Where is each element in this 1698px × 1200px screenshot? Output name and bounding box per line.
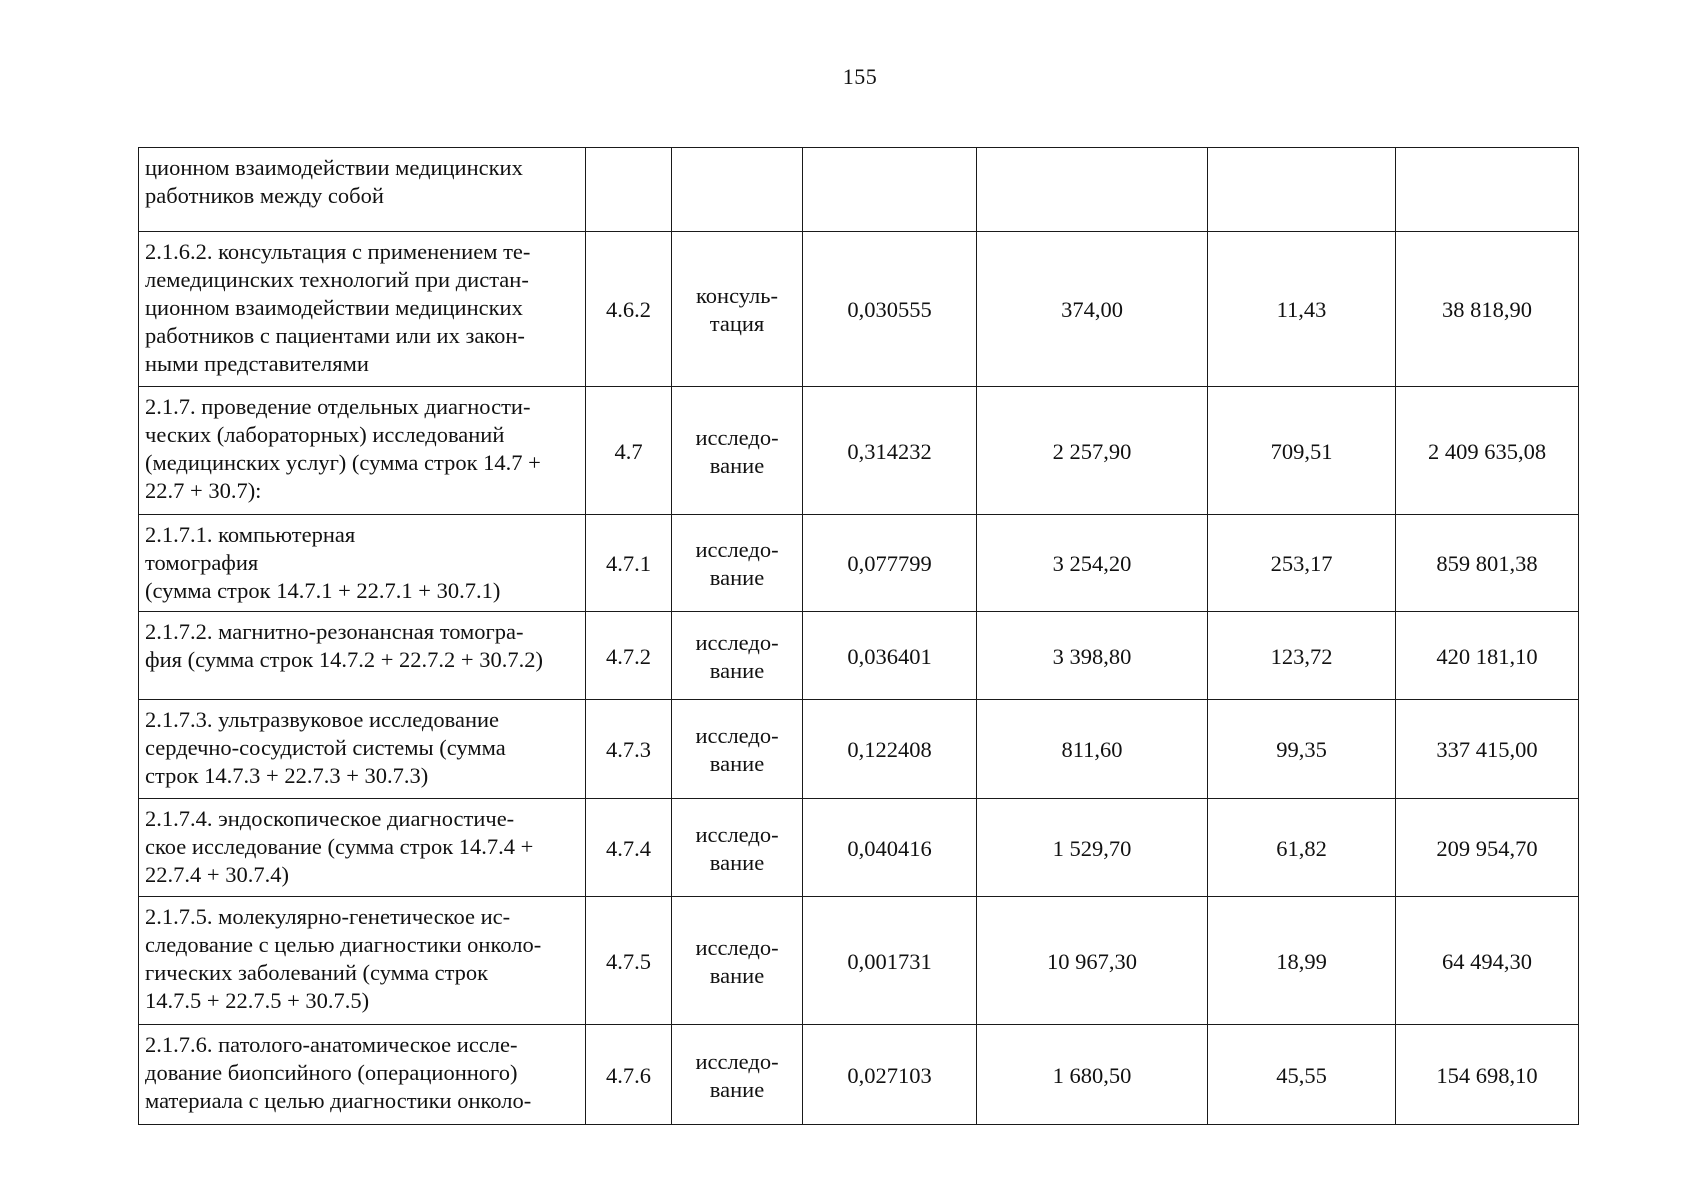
row-name-line: ционном взаимодействии медицинских: [145, 295, 523, 320]
row-name-line: 2.1.7.4. эндоскопическое диагностиче-: [145, 806, 515, 831]
row-unit-cell: [672, 387, 803, 515]
row-name-line: следование с целью диагностики онколо-: [145, 932, 542, 957]
row-unit-cell: [672, 148, 803, 232]
row-unit-line: исследо-: [695, 424, 779, 450]
row-name-line: строк 14.7.3 + 22.7.3 + 30.7.3): [145, 763, 429, 788]
row-unit-line: тация: [709, 311, 765, 336]
row-name-line: (медицинских услуг) (сумма строк 14.7 +: [145, 450, 541, 475]
table-row: [139, 515, 1579, 612]
row-rate-cell: 0,077799: [803, 515, 977, 612]
row-unit-line: исследо-: [695, 1048, 779, 1074]
table-body: [139, 148, 1579, 1125]
table-row: [139, 799, 1579, 897]
row-per-capita-cell: 253,17: [1208, 515, 1396, 612]
row-code-cell: 4.7: [586, 387, 672, 515]
table-row: [139, 148, 1579, 232]
row-name-line: ческих (лабораторных) исследований: [145, 422, 505, 447]
row-name-line: 14.7.5 + 22.7.5 + 30.7.5): [145, 988, 370, 1013]
row-cost-cell: 3 398,80: [977, 612, 1208, 700]
row-unit-cell: [672, 515, 803, 612]
row-code-cell: 4.6.2: [586, 232, 672, 387]
row-name-cell: [139, 1025, 586, 1125]
row-unit-cell: [672, 799, 803, 897]
row-per-capita-cell: 123,72: [1208, 612, 1396, 700]
row-unit-line: исследо-: [695, 934, 779, 960]
row-name-line: 2.1.7.6. патолого-анатомическое иссле-: [145, 1032, 518, 1057]
row-unit-cell: [672, 612, 803, 700]
row-name-cell: [139, 387, 586, 515]
row-unit-cell: [672, 1025, 803, 1125]
row-code-cell: 4.7.3: [586, 700, 672, 799]
tariff-table: [138, 147, 1579, 1125]
row-cost-cell: 10 967,30: [977, 897, 1208, 1025]
row-unit-line: вание: [709, 962, 765, 988]
row-unit-line: вание: [709, 452, 765, 478]
row-per-capita-cell: [1208, 148, 1396, 232]
row-name-line: ское исследование (сумма строк 14.7.4 +: [145, 834, 534, 859]
row-name-line: 22.7 + 30.7):: [145, 478, 262, 503]
row-unit-line: исследо-: [695, 537, 779, 562]
row-name-line: (сумма строк 14.7.1 + 22.7.1 + 30.7.1): [145, 578, 501, 603]
row-rate-cell: 0,030555: [803, 232, 977, 387]
row-unit-line: вание: [709, 1076, 765, 1102]
row-name-line: 2.1.7. проведение отдельных диагности-: [145, 394, 531, 419]
row-name-cell: [139, 700, 586, 799]
row-unit-line: вание: [709, 849, 765, 875]
row-cost-cell: 374,00: [977, 232, 1208, 387]
row-name-line: ными представителями: [145, 351, 369, 376]
row-unit-line: консуль-: [695, 283, 778, 308]
row-unit-line: исследо-: [695, 629, 779, 655]
row-cost-cell: 1 529,70: [977, 799, 1208, 897]
row-cost-cell: 2 257,90: [977, 387, 1208, 515]
table-row: [139, 387, 1579, 515]
row-unit-line: вание: [709, 657, 765, 683]
table-row: [139, 897, 1579, 1025]
row-total-cell: 859 801,38: [1396, 515, 1579, 612]
row-total-cell: 209 954,70: [1396, 799, 1579, 897]
row-name-line: 2.1.7.3. ультразвуковое исследование: [145, 707, 500, 732]
row-total-cell: 420 181,10: [1396, 612, 1579, 700]
row-code-cell: 4.7.1: [586, 515, 672, 612]
row-name-line: ционном взаимодействии медицинских: [145, 155, 523, 180]
row-per-capita-cell: 99,35: [1208, 700, 1396, 799]
row-rate-cell: 0,027103: [803, 1025, 977, 1125]
row-name-cell: [139, 515, 586, 612]
row-per-capita-cell: 61,82: [1208, 799, 1396, 897]
row-code-cell: 4.7.6: [586, 1025, 672, 1125]
row-total-cell: 38 818,90: [1396, 232, 1579, 387]
row-code-cell: 4.7.5: [586, 897, 672, 1025]
row-total-cell: 2 409 635,08: [1396, 387, 1579, 515]
row-name-line: дование биопсийного (операционного): [145, 1060, 518, 1085]
row-cost-cell: 811,60: [977, 700, 1208, 799]
row-name-line: 2.1.7.5. молекулярно-генетическое ис-: [145, 904, 511, 929]
row-total-cell: 337 415,00: [1396, 700, 1579, 799]
row-per-capita-cell: 709,51: [1208, 387, 1396, 515]
row-name-line: материала с целью диагностики онколо-: [145, 1088, 532, 1113]
row-name-cell: [139, 897, 586, 1025]
row-unit-line: вание: [709, 751, 765, 776]
row-per-capita-cell: 45,55: [1208, 1025, 1396, 1125]
row-code-cell: 4.7.2: [586, 612, 672, 700]
row-rate-cell: 0,001731: [803, 897, 977, 1025]
row-unit-cell: [672, 897, 803, 1025]
table-row: [139, 232, 1579, 387]
row-name-cell: [139, 612, 586, 700]
row-name-line: 22.7.4 + 30.7.4): [145, 862, 289, 887]
row-name-line: работников с пациентами или их закон-: [145, 323, 525, 348]
row-name-line: лемедицинских технологий при дистан-: [145, 267, 529, 292]
row-rate-cell: 0,036401: [803, 612, 977, 700]
row-name-line: фия (сумма строк 14.7.2 + 22.7.2 + 30.7.2): [145, 647, 543, 672]
row-total-cell: 154 698,10: [1396, 1025, 1579, 1125]
row-code-cell: [586, 148, 672, 232]
row-name-line: 2.1.6.2. консультация с применением те-: [145, 239, 531, 264]
row-per-capita-cell: 18,99: [1208, 897, 1396, 1025]
table-row: [139, 612, 1579, 700]
table-row: [139, 700, 1579, 799]
row-cost-cell: [977, 148, 1208, 232]
row-cost-cell: 3 254,20: [977, 515, 1208, 612]
row-total-cell: [1396, 148, 1579, 232]
row-rate-cell: [803, 148, 977, 232]
row-name-cell: [139, 799, 586, 897]
table-row: [139, 1025, 1579, 1125]
row-name-line: 2.1.7.2. магнитно-резонансная томогра-: [145, 619, 524, 644]
row-rate-cell: 0,314232: [803, 387, 977, 515]
page-number: 155: [842, 64, 878, 89]
row-unit-cell: [672, 232, 803, 387]
row-name-line: 2.1.7.1. компьютерная: [145, 522, 356, 547]
row-rate-cell: 0,040416: [803, 799, 977, 897]
row-unit-line: вание: [709, 565, 765, 590]
row-name-line: сердечно-сосудистой системы (сумма: [145, 735, 506, 760]
row-code-cell: 4.7.4: [586, 799, 672, 897]
row-cost-cell: 1 680,50: [977, 1025, 1208, 1125]
row-unit-line: исследо-: [695, 723, 779, 748]
row-name-cell: [139, 148, 586, 232]
row-total-cell: 64 494,30: [1396, 897, 1579, 1025]
row-unit-line: исследо-: [695, 821, 779, 847]
row-per-capita-cell: 11,43: [1208, 232, 1396, 387]
row-name-line: работников между собой: [145, 183, 384, 208]
row-unit-cell: [672, 700, 803, 799]
row-rate-cell: 0,122408: [803, 700, 977, 799]
row-name-cell: [139, 232, 586, 387]
row-name-line: томография: [145, 550, 259, 575]
row-name-line: гических заболеваний (сумма строк: [145, 960, 489, 985]
